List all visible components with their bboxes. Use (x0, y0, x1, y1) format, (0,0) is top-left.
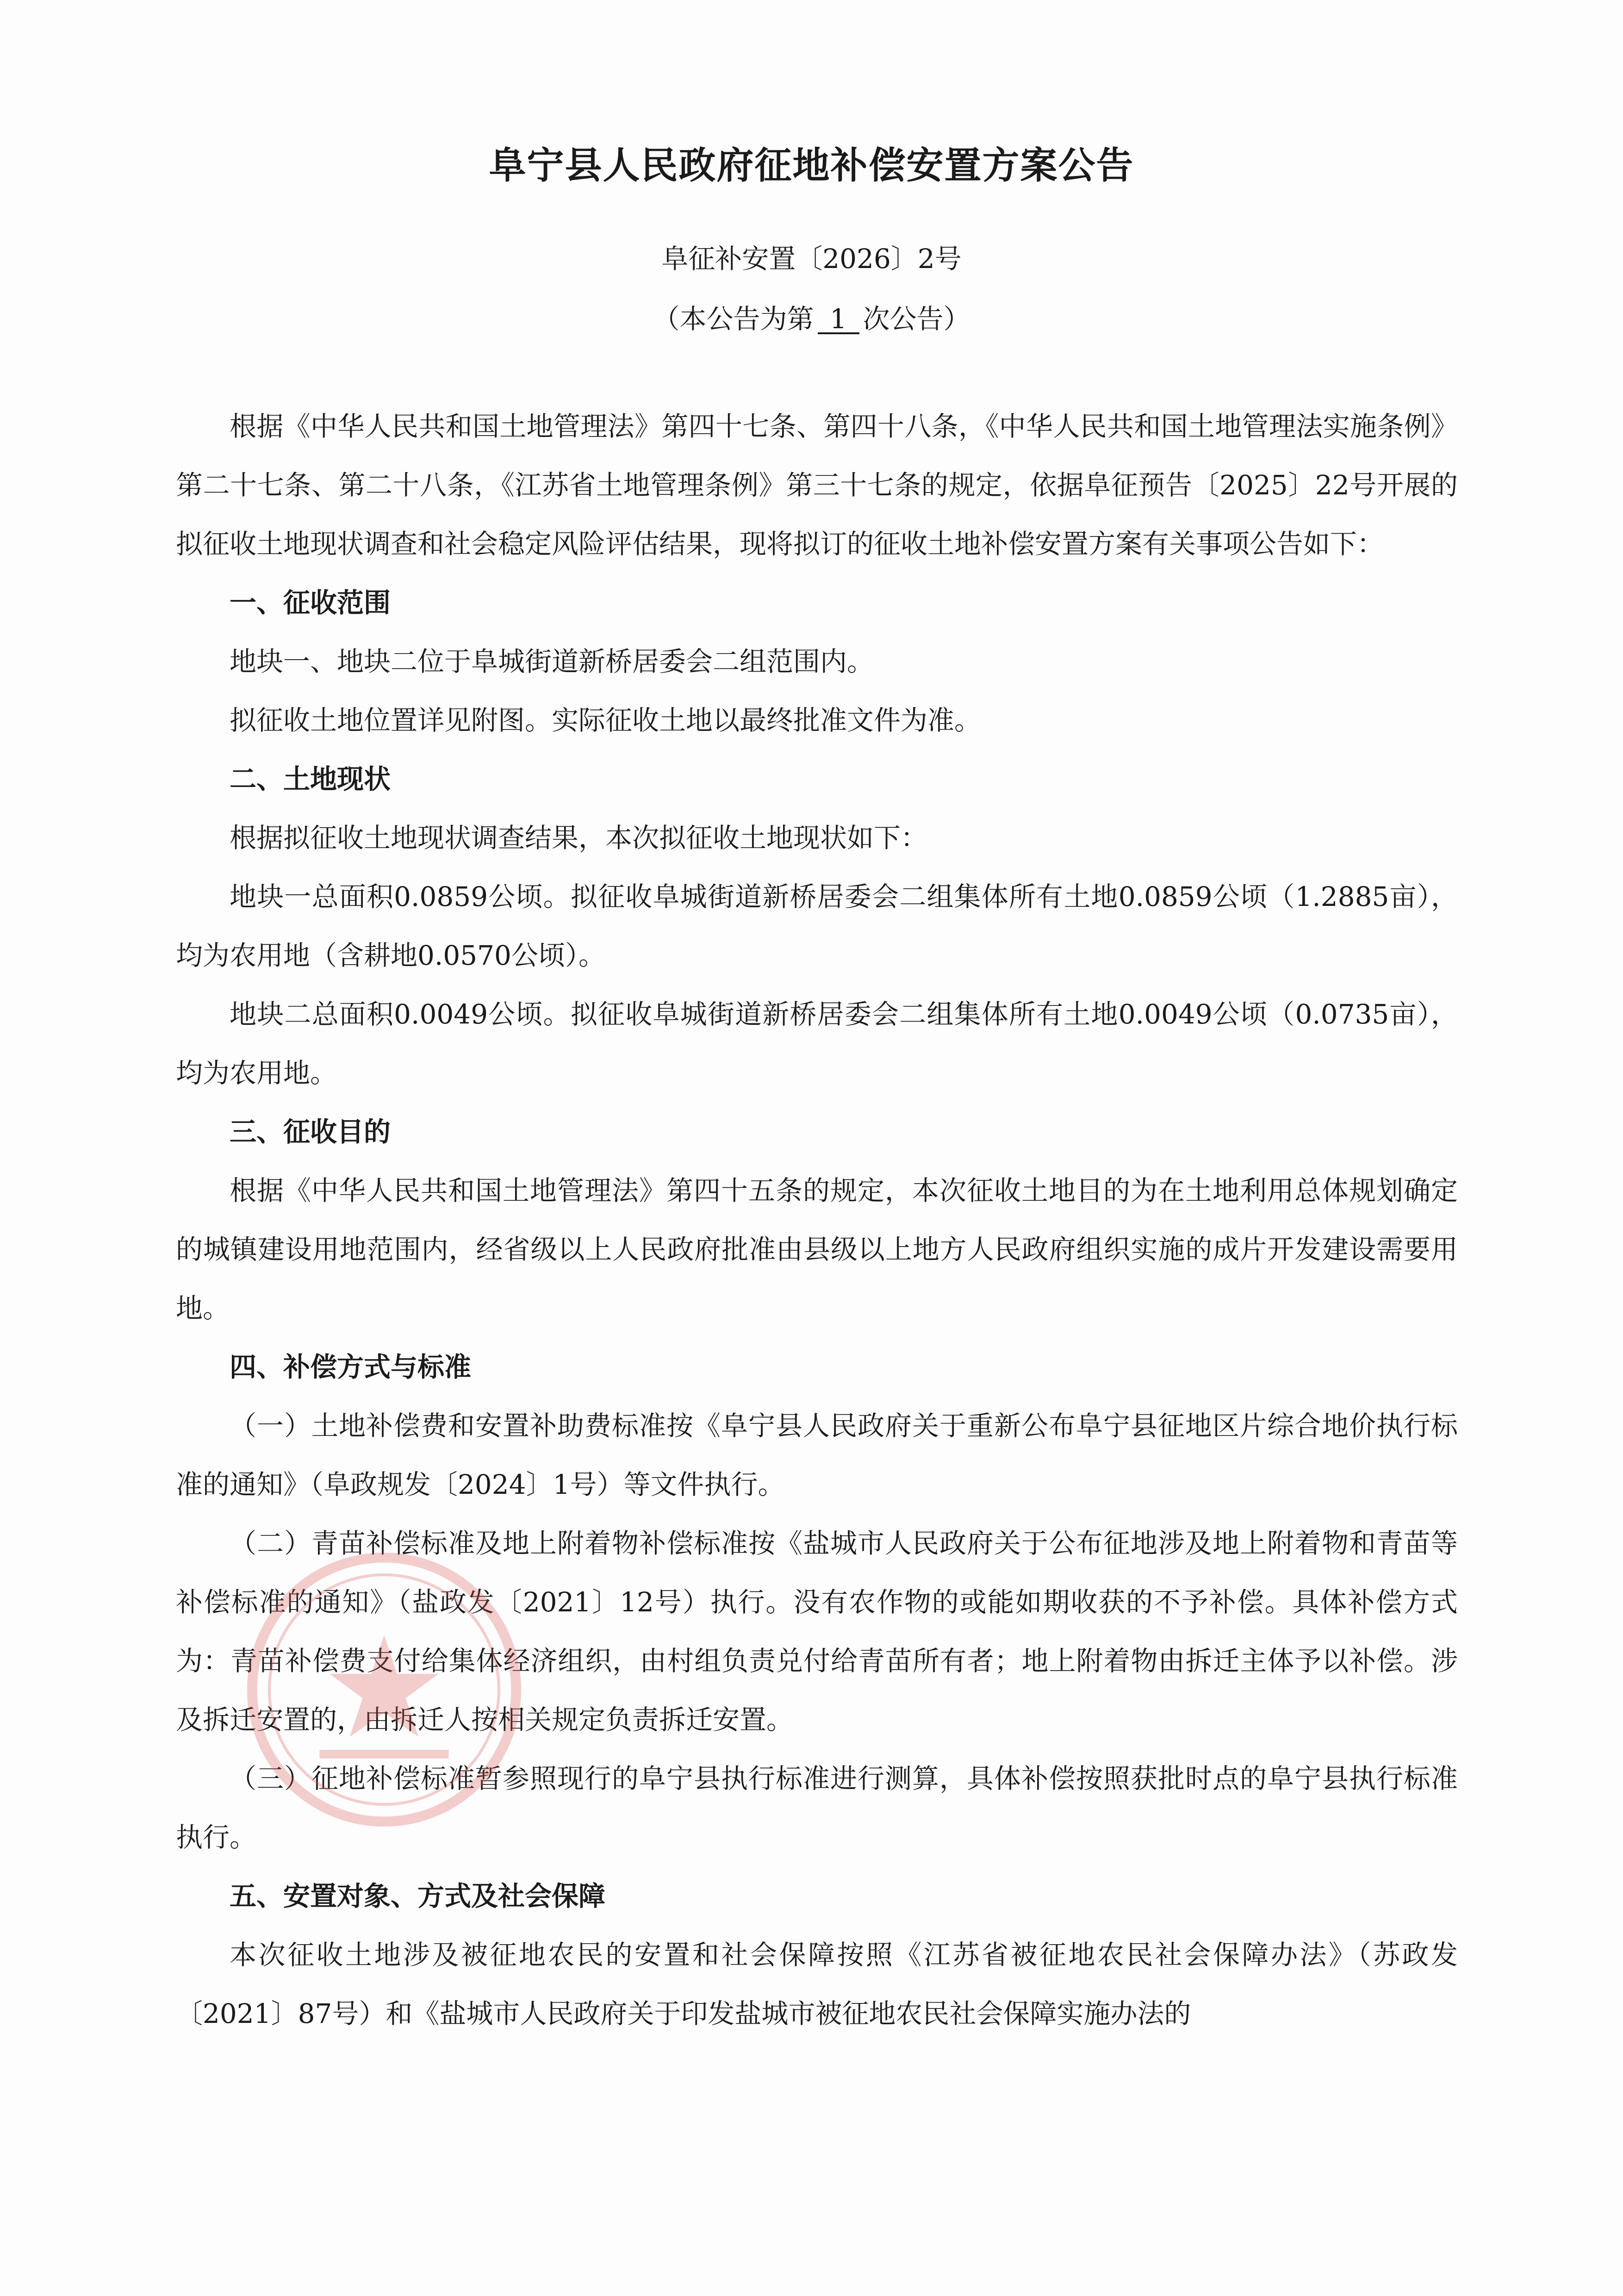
paragraph: （一）土地补偿费和安置补助费标准按《阜宁县人民政府关于重新公布阜宁县征地区片综合地价执行标准的通知》（阜政规发〔2024〕1号）等文件执行。 (176, 1410, 1458, 1500)
section-heading-resettlement: 五、安置对象、方式及社会保障 (230, 1880, 606, 1912)
paragraph: 地块二总面积0.0049公顷。拟征收阜城街道新桥居委会二组集体所有土地0.0049公顷（0.0735亩），均为农用地。 (176, 998, 1458, 1089)
document-title: 阜宁县人民政府征地补偿安置方案公告 (489, 144, 1134, 187)
notice-prefix: （本公告为第 (653, 303, 814, 335)
section-heading-scope: 一、征收范围 (230, 587, 391, 618)
official-seal-icon (241, 1546, 528, 1833)
paragraph: 根据《中华人民共和国土地管理法》第四十五条的规定，本次征收土地目的为在土地利用总体规划确定的城镇建设用地范围内，经省级以上人民政府批准由县级以上地方人民政府组织实施的成片开发建设需要用地。 (176, 1175, 1458, 1324)
paragraph: （三）征地补偿标准暂参照现行的阜宁县执行标准进行测算，具体补偿按照获批时点的阜宁县执行标准执行。 (176, 1763, 1458, 1853)
paragraph: 地块一总面积0.0859公顷。拟征收阜城街道新桥居委会二组集体所有土地0.0859公顷（1.2885亩），均为农用地（含耕地0.0570公顷）。 (176, 881, 1458, 971)
section-heading-compensation: 四、补偿方式与标准 (230, 1351, 472, 1383)
section-heading-purpose: 三、征收目的 (230, 1116, 391, 1148)
paragraph: 根据拟征收土地现状调查结果，本次拟征收土地现状如下： (230, 822, 928, 854)
paragraph: 本次征收土地涉及被征地农民的安置和社会保障按照《江苏省被征地农民社会保障办法》（苏政发〔2021〕87号）和《盐城市人民政府关于印发盐城市被征地农民社会保障实施办法的 (176, 1939, 1458, 2029)
paragraph: （二）青苗补偿标准及地上附着物补偿标准按《盐城市人民政府关于公布征地涉及地上附着物和青苗等补偿标准的通知》（盐政发〔2021〕12号）执行。没有农作物的或能如期收获的不予补偿。具体补偿方式为：青苗补偿费支付给集体经济组织，由村组负责兑付给青苗所有者；地上附着物由拆迁主体予以补偿。涉及拆迁安置的，由拆迁人按相关规定负责拆迁安置。 (176, 1528, 1458, 1735)
section-heading-land-status: 二、土地现状 (230, 763, 391, 795)
document-number: 阜征补安置〔2026〕2号 (661, 243, 962, 275)
notice-suffix: 次公告） (863, 303, 970, 335)
paragraph: 拟征收土地位置详见附图。实际征收土地以最终批准文件为准。 (230, 705, 982, 736)
intro-paragraph: 根据《中华人民共和国土地管理法》第四十七条、第四十八条，《中华人民共和国土地管理法实施条例》第二十七条、第二十八条，《江苏省土地管理条例》第三十七条的规定，依据阜征预告〔2025〕22号开展的拟征收土地现状调查和社会稳定风险评估结果，现将拟订的征收土地补偿安置方案有关事项公告如下： (176, 411, 1458, 560)
notice-count: 1 (818, 306, 859, 334)
paragraph: 地块一、地块二位于阜城街道新桥居委会二组范围内。 (230, 646, 874, 677)
notice-count-line (0, 303, 1623, 335)
